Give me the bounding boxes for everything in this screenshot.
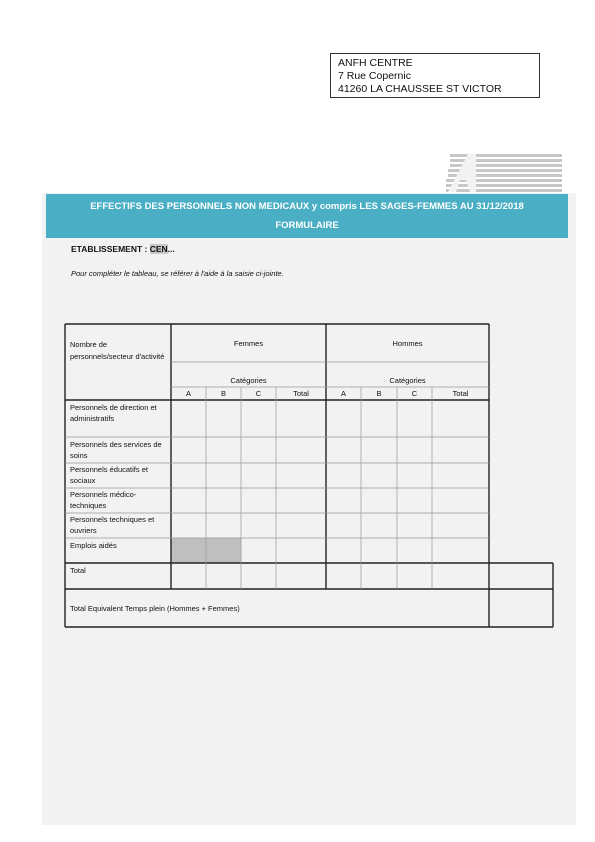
categories-label-femmes: Catégories bbox=[230, 376, 267, 385]
corner-header: Nombre de personnels/secteur d'activité bbox=[70, 340, 165, 361]
col-hommes-total: Total bbox=[452, 389, 469, 398]
anfh-logo bbox=[446, 154, 566, 192]
row-label-educatifs: Personnels éducatifs et sociaux bbox=[70, 465, 148, 485]
row-label-medico-techniques: Personnels médico-techniques bbox=[70, 490, 137, 510]
col-femmes-a: A bbox=[185, 389, 191, 398]
col-hommes-a: A bbox=[340, 389, 346, 398]
etablissement-line bbox=[71, 244, 175, 254]
col-femmes-c: C bbox=[255, 389, 262, 398]
address-line-2: 7 Rue Copernic bbox=[338, 70, 411, 82]
col-femmes-b: B bbox=[220, 389, 226, 398]
col-hommes-c: C bbox=[411, 389, 418, 398]
banner-subtitle: FORMULAIRE bbox=[275, 220, 339, 231]
col-femmes-total: Total bbox=[293, 389, 309, 398]
etablissement-label: ETABLISSEMENT : bbox=[71, 244, 148, 254]
row-label-emplois-aides: Emplois aidés bbox=[70, 541, 117, 550]
row-label-total: Total bbox=[70, 566, 86, 575]
row-label-soins: Personnels des services de soins bbox=[70, 440, 162, 460]
banner-title: EFFECTIFS DES PERSONNELS NON MEDICAUX y compris LES SAGES-FEMMES AU 31/12/2018 bbox=[90, 201, 524, 212]
etablissement-input[interactable]: CEN bbox=[149, 244, 168, 254]
address-line-3: 41260 LA CHAUSSEE ST VICTOR bbox=[338, 83, 502, 95]
row-label-techniques: Personnels techniques et ouvriers bbox=[70, 515, 155, 535]
row-label-etp: Total Equivalent Temps plein (Hommes + Femmes) bbox=[70, 604, 240, 613]
col-hommes-b: B bbox=[376, 389, 382, 398]
etablissement-ellipsis: ... bbox=[167, 244, 175, 254]
instructions-note: Pour compléter le tableau, se référer à l'aide à la saisie ci-jointe. bbox=[71, 269, 284, 278]
address-line-1: ANFH CENTRE bbox=[338, 57, 413, 69]
group-header-femmes: Femmes bbox=[233, 339, 264, 348]
title-banner bbox=[46, 194, 568, 238]
address-box bbox=[330, 53, 540, 98]
row-label-direction: Personnels de direction et administratifs bbox=[70, 403, 157, 423]
group-header-hommes: Hommes bbox=[392, 339, 423, 348]
categories-label-hommes: Catégories bbox=[389, 376, 426, 385]
